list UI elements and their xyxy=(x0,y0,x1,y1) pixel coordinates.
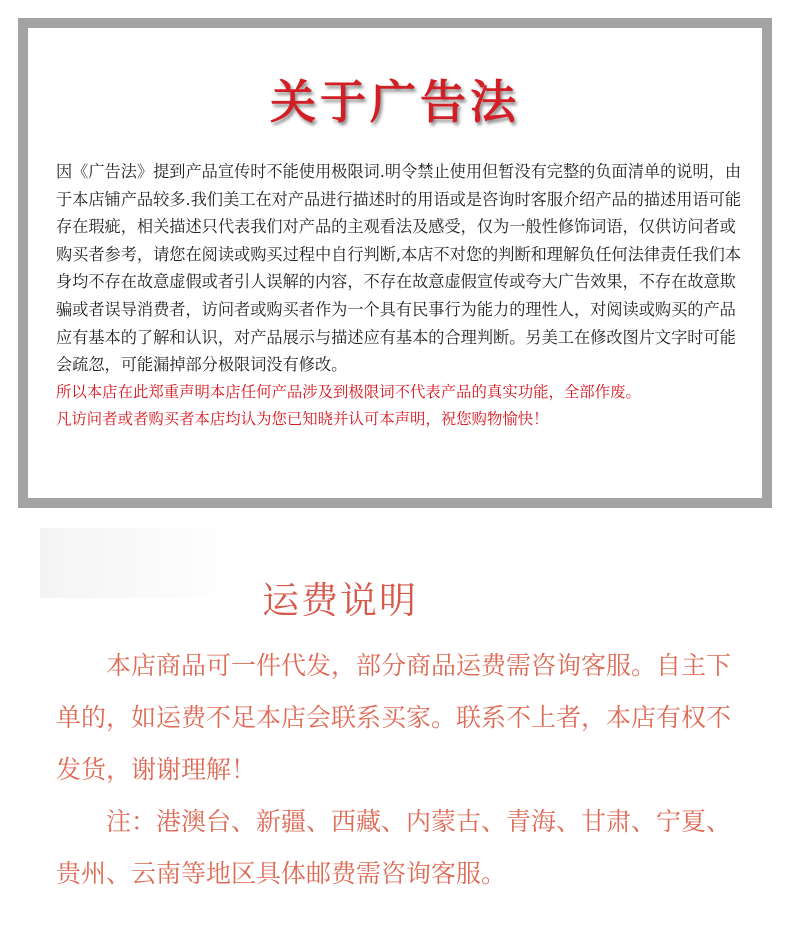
ad-law-paragraph: 因《广告法》提到产品宣传时不能使用极限词.明令禁止使用但暂没有完整的负面清单的说明，由于本店铺产品较多.我们美工在对产品进行描述时的用语或是咨询时客服介绍产品的描述用语可能存在瑕疵，相关描述只代表我们对产品的主观看法及感受，仅为一般性修饰词语，仅供访问者或购买者参考，请您在阅读或购买过程中自行判断,本店不对您的判断和理解负任何法律责任我们本身均不存在故意虚假或者引人误解的内容，不存在故意虚假宣传或夸大广告效果，不存在故意欺骗或者误导消费者，访问者或购买者作为一个具有民事行为能力的理性人，对阅读或购买的产品应有基本的了解和认识，对产品展示与描述应有基本的合理判断。另美工在修改图片文字时可能会疏忽，可能漏掉部分极限词没有修改。 xyxy=(56,162,742,375)
ad-law-content xyxy=(28,28,762,498)
shipping-paragraph-2: 注：港澳台、新疆、西藏、内蒙古、青海、甘肃、宁夏、贵州、云南等地区具体邮费需咨询客服。 xyxy=(56,807,732,888)
decorative-fade xyxy=(40,528,240,598)
shipping-paragraph-1: 本店商品可一件代发，部分商品运费需咨询客服。自主下单的，如运费不足本店会联系买家。联系不上者，本店有权不发货，谢谢理解！ xyxy=(56,651,732,784)
ad-law-panel xyxy=(18,18,772,508)
shipping-title: 运费说明 xyxy=(262,579,418,622)
ad-law-notice-1: 所以本店在此郑重声明本店任何产品涉及到极限词不代表产品的真实功能，全部作废。 xyxy=(56,382,641,401)
ad-law-title: 关于广告法 xyxy=(270,75,520,129)
ad-law-body xyxy=(56,158,742,434)
shipping-body xyxy=(56,640,736,900)
ad-law-notice-2: 凡访问者或者购买者本店均认为您已知晓并认可本声明，祝您购物愉快！ xyxy=(56,410,549,429)
